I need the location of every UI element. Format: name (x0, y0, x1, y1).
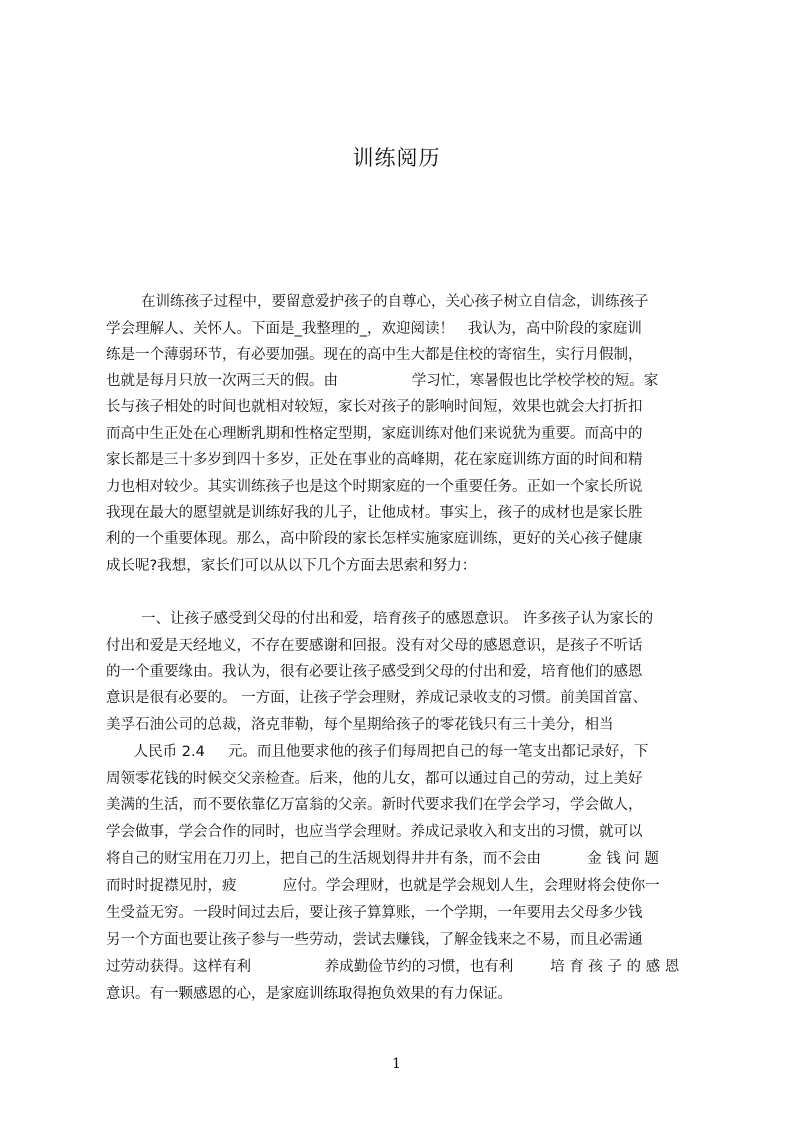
text-line: 在训练孩子过程中，要留意爱护孩子的自尊心，关心孩子树立自信念，训练孩子 (141, 294, 649, 310)
text-line: 美满的生活，而不要依靠亿万富翁的父亲。新时代要求我们在学会学习，学会做人， (106, 797, 643, 813)
text-line: 而时时捉襟见肘，疲 应付。学会理财，也就是学会规划人生，会理财将会使你一 (106, 878, 660, 894)
text-line: 另一个方面也要让孩子参与一些劳动，尝试去赚钱，了解金钱来之不易，而且必需通 (106, 932, 643, 948)
text-line: 练是一个薄弱环节，有必要加强。现在的高中生大都是住校的寄宿生，实行月假制， (106, 347, 643, 363)
text-line: 将自己的财宝用在刀刃上，把自己的生活规划得井井有条，而不会由 金 钱 问 题 (106, 851, 659, 867)
text-line: 周领零花钱的时候交父亲检查。后来，他的儿女，都可以通过自己的劳动，过上美好 (106, 771, 643, 787)
text-line: 一、让孩子感受到父母的付出和爱，培育孩子的感恩意识。 许多孩子认为家长的 (141, 611, 654, 627)
text-line: 过劳动获得。这样有利 养成勤俭节约的习惯，也有利 培 育 孩 子 的 感 恩 (106, 959, 680, 975)
text-line: 力也相对较少。其实训练孩子也是这个时期家庭的一个重要任务。正如一个家长所说 (106, 479, 643, 495)
text-line: 我现在最大的愿望就是训练好我的儿子，让他成材。事实上，孩子的成材也是家长胜 (106, 505, 643, 521)
text-line: 学会理解人、关怀人。下面是_我整理的_，欢迎阅读！ 我认为，高中阶段的家庭训 (106, 321, 642, 337)
text-line: 的一个重要缘由。我认为，很有必要让孩子感受到父母的付出和爱，培育他们的感恩 (106, 664, 643, 680)
text-line: 也就是每月只放一次两三天的假。由 学习忙，寒暑假也比学校学校的短。家 (106, 373, 659, 389)
text-line: 意识。有一颗感恩的心，是家庭训练取得抱负效果的有力保证。 (106, 986, 512, 1002)
page-number: 1 (392, 1056, 401, 1072)
text-line: 家长都是三十多岁到四十多岁，正处在事业的高峰期，花在家庭训练方面的时间和精 (106, 452, 643, 468)
text-line: 生受益无穷。一段时间过去后，要让孩子算算账，一个学期，一年要用去父母多少钱 (106, 905, 643, 921)
text-line: 美孚石油公司的总裁，洛克菲勒，每个星期给孩子的零花钱只有三十美分，相当 (106, 717, 614, 733)
text-line: 而高中生正处在心理断乳期和性格定型期，家庭训练对他们来说犹为重要。而高中的 (106, 426, 643, 442)
text-line: 学会做事，学会合作的同时，也应当学会理财。养成记录收入和支出的习惯，就可以 (106, 824, 643, 840)
text-line: 长与孩子相处的时间也就相对较短，家长对孩子的影响时间短，效果也就会大打折扣 (106, 399, 643, 415)
text-line: 成长呢?我想，家长们可以从以下几个方面去思索和努力： (106, 558, 477, 574)
text-line: 利的一个重要体现。那么，高中阶段的家长怎样实施家庭训练，更好的关心孩子健康 (106, 531, 643, 547)
text-line: 付出和爱是天经地义，不存在要感谢和回报。没有对父母的感恩意识，是孩子不听话 (106, 638, 643, 654)
page-title: 训练阅历 (352, 146, 441, 170)
text-line: 意识是很有必要的。 一方面，让孩子学会理财，养成记录收支的习惯。前美国首富、 (106, 690, 648, 706)
text-line: 人民币 2.4 元。而且他要求他的孩子们每周把自己的每一笔支出都记录好，下 (106, 744, 649, 760)
